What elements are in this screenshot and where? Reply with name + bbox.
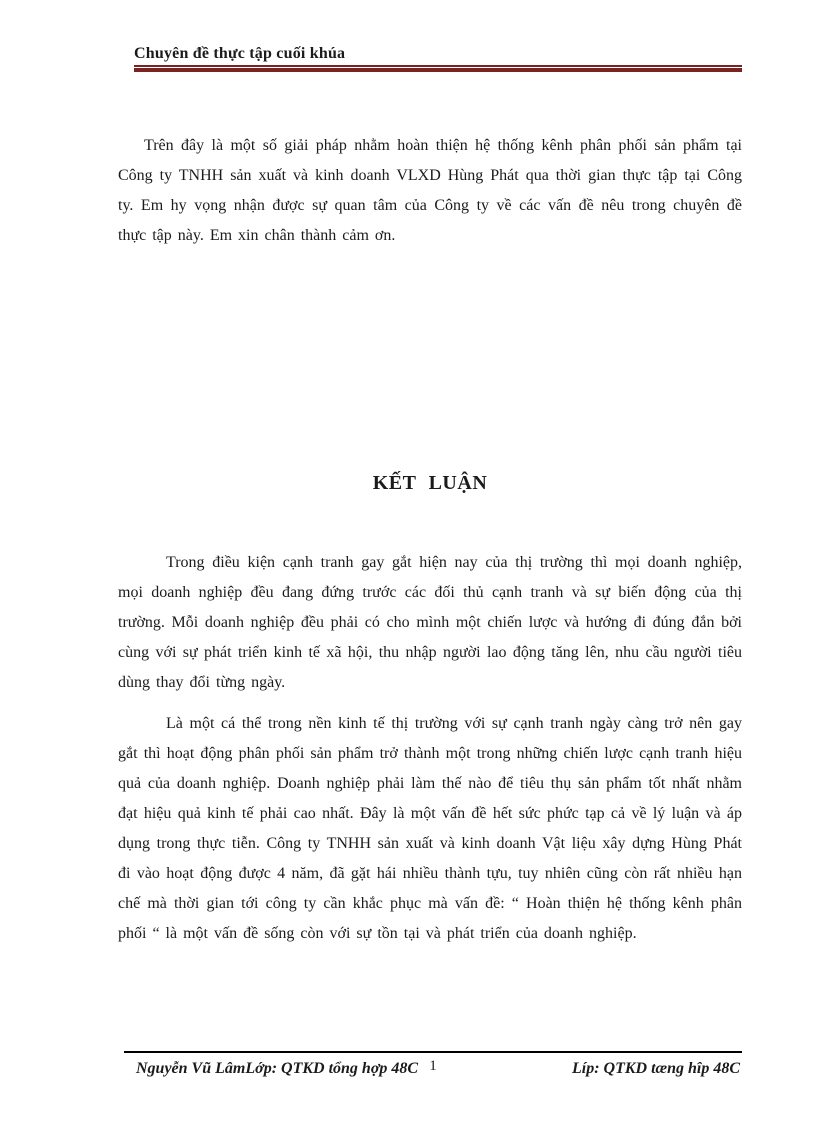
paragraph-closing-remarks: Trên đây là một số giải pháp nhằm hoàn thiện hệ thống kênh phân phối sản phẩm tại Công ty TNHH sản xuất và kinh doanh VLXD Hùng Phát qua thời gian thực tập tại Công ty. Em hy vọng nhận được sự quan tâm của Công ty về các vấn đề nêu trong chuyên đề thực tập này. Em xin chân thành cảm ơn. — [118, 137, 742, 244]
page-number: 1 — [429, 1058, 437, 1074]
paragraph-competition-context: Trong điều kiện cạnh tranh gay gắt hiện nay của thị trường thì mọi doanh nghiệp, mọi doanh nghiệp đều đang đứng trước các đối thủ cạnh tranh và sự biến động của thị trường. Mỗi doanh nghiệp đều phải có cho mình một chiến lược và hướng đi đúng đắn bởi cùng với sự phát triển kinh tế xã hội, thu nhập người lao động tăng lên, nhu cầu người tiêu dùng thay đổi từng ngày. — [118, 554, 742, 691]
footer-class-right: Líp: QTKD tæng hîp 48C — [571, 1060, 740, 1077]
header-rule-thick-line — [134, 68, 742, 72]
conclusion-heading: KẾT LUẬN — [372, 472, 488, 494]
footer-author-class: Nguyễn Vũ LâmLớp: QTKD tổng hợp 48C — [136, 1060, 419, 1077]
header-title: Chuyên đề thực tập cuối khúa — [134, 45, 346, 62]
page-header — [134, 45, 742, 72]
header-rule — [134, 65, 742, 72]
paragraph-distribution-strategy: Là một cá thể trong nền kinh tế thị trường với sự cạnh tranh ngày càng trở nên gay gắt thì hoạt động phân phối sản phẩm trở thành một trong những chiến lược cạnh tranh hiệu quả của doanh nghiệp. Doanh nghiệp phải làm thế nào để tiêu thụ sản phẩm tốt nhất nhằm đạt hiệu quả kinh tế phải cao nhất. Đây là một vấn đề hết sức phức tạp cả về lý luận và áp dụng trong thực tiễn. Công ty TNHH sản xuất và kinh doanh Vật liệu xây dựng Hùng Phát đi vào hoạt động được 4 năm, đã gặt hái nhiều thành tựu, tuy nhiên cũng còn rất nhiều hạn chế mà thời gian tới công ty cần khắc phục mà vấn đề: “ Hoàn thiện hệ thống kênh phân phối “ là một vấn đề sống còn với sự tồn tại và phát triển của doanh nghiệp. — [118, 715, 742, 942]
page-footer — [124, 1056, 742, 1082]
